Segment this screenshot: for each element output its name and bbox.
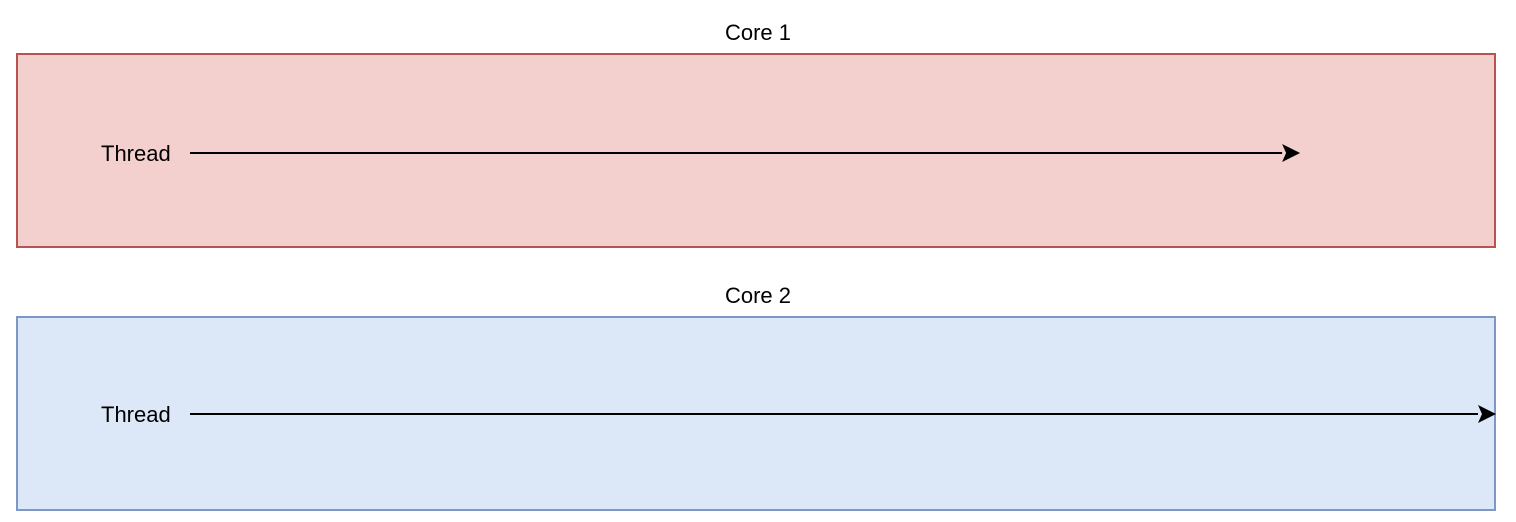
core-1-title: Core 1 [724, 20, 792, 45]
core-1-thread-label: Thread [101, 141, 171, 166]
core-1-box [16, 53, 1496, 248]
core-2-title: Core 2 [724, 283, 792, 308]
core-2-box [16, 316, 1496, 511]
core-2-thread-label: Thread [101, 402, 171, 427]
